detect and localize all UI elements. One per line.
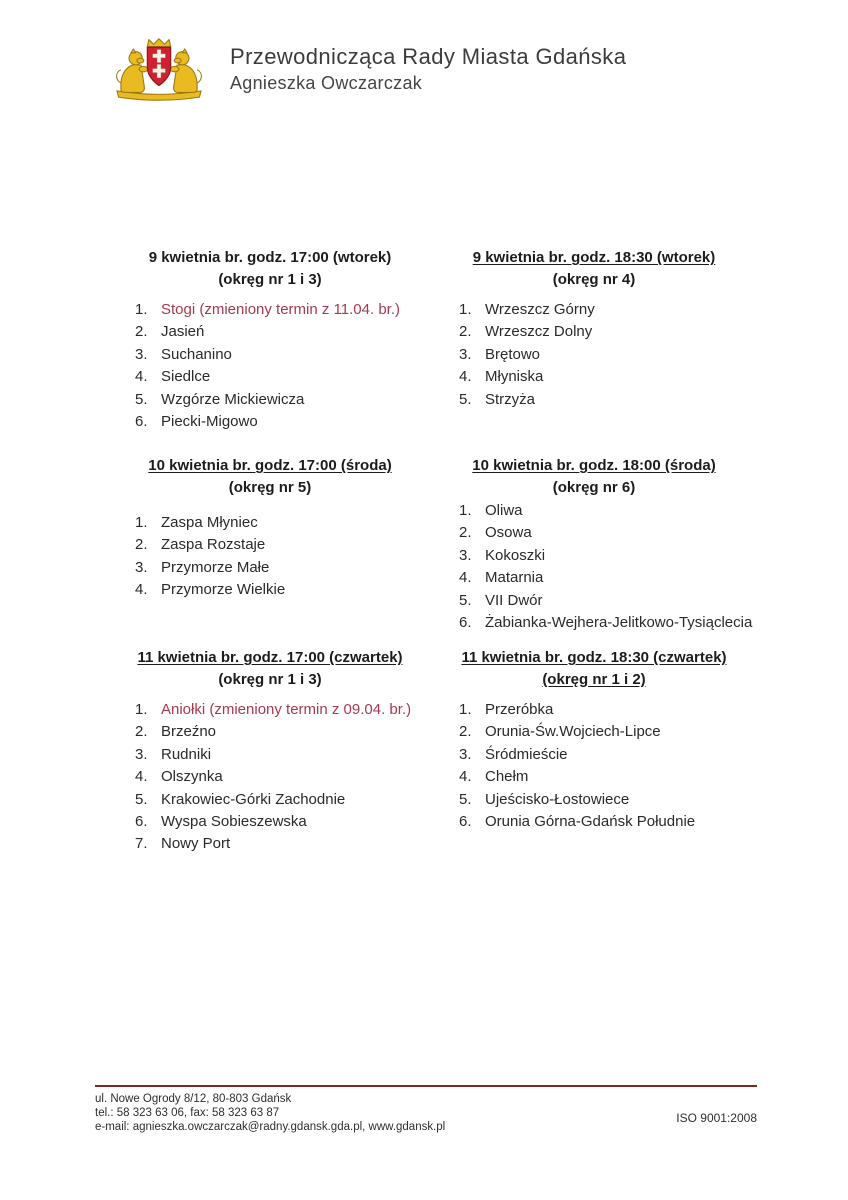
- district-list-item: [135, 744, 420, 766]
- district-list-item: [459, 721, 744, 743]
- district-name: Wrzeszcz Dolny: [485, 323, 593, 341]
- item-number: 2.: [459, 524, 472, 542]
- item-number: 5.: [459, 591, 472, 609]
- item-number: 6.: [459, 813, 472, 831]
- item-number: 1.: [135, 701, 148, 718]
- meeting-section: [444, 247, 744, 411]
- district-list: [120, 299, 420, 433]
- district-name: Siedlce: [161, 368, 211, 386]
- district-list-item: [135, 299, 420, 321]
- district-list-item: [459, 321, 744, 343]
- item-number: 6.: [459, 614, 472, 632]
- district-name: Przeróbka: [485, 701, 554, 718]
- district-list-item: [135, 512, 420, 534]
- item-number: 4.: [135, 368, 148, 386]
- district-name: Przymorze Małe: [161, 558, 270, 576]
- section-district-line: (okręg nr 1 i 3): [218, 670, 322, 688]
- district-list: [120, 699, 420, 856]
- district-list-item: [459, 699, 744, 721]
- footer-phone: tel.: 58 323 63 06, fax: 58 323 63 87: [95, 1106, 280, 1119]
- meeting-section: [120, 455, 420, 602]
- item-number: 1.: [459, 502, 472, 519]
- district-list-item: [459, 545, 744, 567]
- district-list-item: [459, 500, 744, 522]
- district-list-item: [459, 612, 753, 634]
- section-date-line: 11 kwietnia br. godz. 18:30 (czwartek): [461, 649, 727, 666]
- district-list-item: [135, 579, 420, 601]
- district-name: Olszynka: [161, 768, 223, 786]
- district-list-item: [459, 366, 744, 388]
- district-list-item: [459, 567, 744, 589]
- page-title: Przewodnicząca Rady Miasta Gdańska: [230, 44, 627, 69]
- district-name: Wyspa Sobieszewska: [161, 813, 307, 831]
- section-date-line: 11 kwietnia br. godz. 17:00 (czwartek): [137, 649, 403, 666]
- section-header: [120, 247, 420, 290]
- schedule-column-right: [444, 0, 753, 1200]
- item-number: 5.: [459, 390, 472, 408]
- district-name: Stogi (zmieniony termin z 11.04. br.): [161, 301, 400, 318]
- district-list-item: [135, 321, 420, 343]
- district-list-item: [459, 811, 744, 833]
- section-header: [444, 247, 744, 290]
- footer-divider: [95, 1085, 757, 1087]
- item-number: 3.: [459, 345, 472, 363]
- item-number: 4.: [459, 768, 472, 786]
- section-date-line: 9 kwietnia br. godz. 18:30 (wtorek): [472, 249, 716, 266]
- item-number: 3.: [135, 558, 148, 576]
- meeting-section: [120, 647, 420, 856]
- section-date-line: 10 kwietnia br. godz. 17:00 (środa): [148, 457, 392, 474]
- item-number: 2.: [459, 723, 472, 741]
- district-list-item: [135, 366, 420, 388]
- district-name: Osowa: [485, 524, 532, 542]
- district-list-item: [459, 766, 744, 788]
- section-district-line: (okręg nr 5): [228, 478, 312, 496]
- district-name: Oliwa: [485, 502, 523, 519]
- item-number: 2.: [135, 536, 148, 554]
- district-name: Brzeźno: [161, 723, 217, 741]
- section-district-line: (okręg nr 4): [552, 270, 636, 288]
- district-name: Wzgórze Mickiewicza: [161, 390, 305, 408]
- meeting-section: [444, 647, 744, 833]
- section-header: [120, 455, 420, 498]
- district-list-item: [135, 534, 420, 556]
- district-list: [444, 699, 744, 833]
- footer: [95, 1085, 757, 1134]
- item-number: 4.: [459, 569, 472, 587]
- section-date-line: 10 kwietnia br. godz. 18:00 (środa): [472, 457, 716, 474]
- item-number: 3.: [135, 745, 148, 763]
- item-number: 5.: [135, 390, 148, 408]
- footer-email: e-mail: agnieszka.owczarczak@radny.gdansk.gda.pl, www.gdansk.pl: [95, 1120, 446, 1133]
- item-number: 5.: [135, 790, 148, 808]
- district-name: Kokoszki: [485, 546, 546, 564]
- district-list-item: [459, 590, 744, 612]
- district-list-item: [459, 522, 744, 544]
- district-list-item: [459, 344, 744, 366]
- district-name: Orunia-Św.Wojciech-Lipce: [485, 723, 661, 741]
- item-number: 1.: [135, 514, 148, 531]
- section-district-line: (okręg nr 1 i 3): [218, 270, 322, 288]
- item-number: 1.: [135, 301, 148, 318]
- district-name: Śródmieście: [485, 745, 568, 763]
- district-name: Suchanino: [161, 345, 232, 363]
- item-number: 7.: [135, 835, 148, 853]
- item-number: 6.: [135, 413, 148, 431]
- district-list-item: [135, 699, 420, 721]
- section-header: [444, 455, 744, 498]
- district-name: Chełm: [485, 768, 529, 786]
- item-number: 2.: [135, 723, 148, 741]
- section-date-line: 9 kwietnia br. godz. 17:00 (wtorek): [148, 249, 392, 266]
- section-district-line: (okręg nr 1 i 2): [542, 670, 646, 688]
- district-name: Brętowo: [485, 345, 541, 363]
- district-name: Krakowiec-Górki Zachodnie: [161, 790, 346, 808]
- meeting-section: [120, 247, 420, 433]
- district-name: Zaspa Rozstaje: [161, 536, 266, 554]
- district-list-item: [135, 557, 420, 579]
- district-name: Żabianka-Wejhera-Jelitkowo-Tysiąclecia: [485, 614, 753, 632]
- item-number: 4.: [135, 768, 148, 786]
- district-name: Rudniki: [161, 745, 212, 763]
- district-name: Przymorze Wielkie: [161, 581, 286, 599]
- district-list-item: [135, 411, 420, 433]
- district-name: Jasień: [161, 323, 205, 341]
- item-number: 5.: [459, 790, 472, 808]
- district-name: Zaspa Młyniec: [161, 514, 258, 531]
- district-list-item: [135, 721, 420, 743]
- district-name: Strzyża: [485, 390, 536, 408]
- item-number: 2.: [135, 323, 148, 341]
- district-list-item: [459, 389, 744, 411]
- district-name: Piecki-Migowo: [161, 413, 258, 431]
- district-name: Młyniska: [485, 368, 544, 386]
- district-list: [120, 512, 420, 602]
- item-number: 3.: [459, 745, 472, 763]
- district-list-item: [459, 744, 744, 766]
- district-name: VII Dwór: [485, 591, 543, 609]
- schedule-column-left: [120, 0, 420, 1200]
- item-number: 1.: [459, 301, 472, 318]
- item-number: 3.: [135, 345, 148, 363]
- item-number: 4.: [459, 368, 472, 386]
- district-list-item: [135, 389, 420, 411]
- letterhead-subtitle: Agnieszka Owczarczak: [230, 73, 423, 93]
- section-header: [444, 647, 744, 690]
- item-number: 1.: [459, 701, 472, 718]
- section-header: [120, 647, 420, 690]
- footer-address: ul. Nowe Ogrody 8/12, 80-803 Gdańsk: [95, 1093, 292, 1105]
- district-list-item: [135, 833, 420, 855]
- item-number: 4.: [135, 581, 148, 599]
- meeting-section: [444, 455, 753, 634]
- district-name: Matarnia: [485, 569, 544, 587]
- district-list-item: [135, 811, 420, 833]
- footer-contact-block: [95, 1093, 445, 1134]
- district-list: [444, 500, 753, 634]
- item-number: 3.: [459, 546, 472, 564]
- district-name: Orunia Górna-Gdańsk Południe: [485, 813, 696, 831]
- footer-iso-badge: ISO 9001:2008: [676, 1110, 757, 1125]
- district-list-item: [135, 789, 420, 811]
- district-list-item: [459, 789, 744, 811]
- district-name: Ujeścisko-Łostowiece: [485, 790, 630, 808]
- district-list-item: [135, 344, 420, 366]
- section-district-line: (okręg nr 6): [552, 478, 636, 496]
- district-name: Aniołki (zmieniony termin z 09.04. br.): [161, 701, 412, 718]
- district-list-item: [459, 299, 744, 321]
- district-name: Wrzeszcz Górny: [485, 301, 595, 318]
- district-name: Nowy Port: [161, 835, 231, 853]
- district-list: [444, 299, 744, 411]
- item-number: 6.: [135, 813, 148, 831]
- item-number: 2.: [459, 323, 472, 341]
- district-list-item: [135, 766, 420, 788]
